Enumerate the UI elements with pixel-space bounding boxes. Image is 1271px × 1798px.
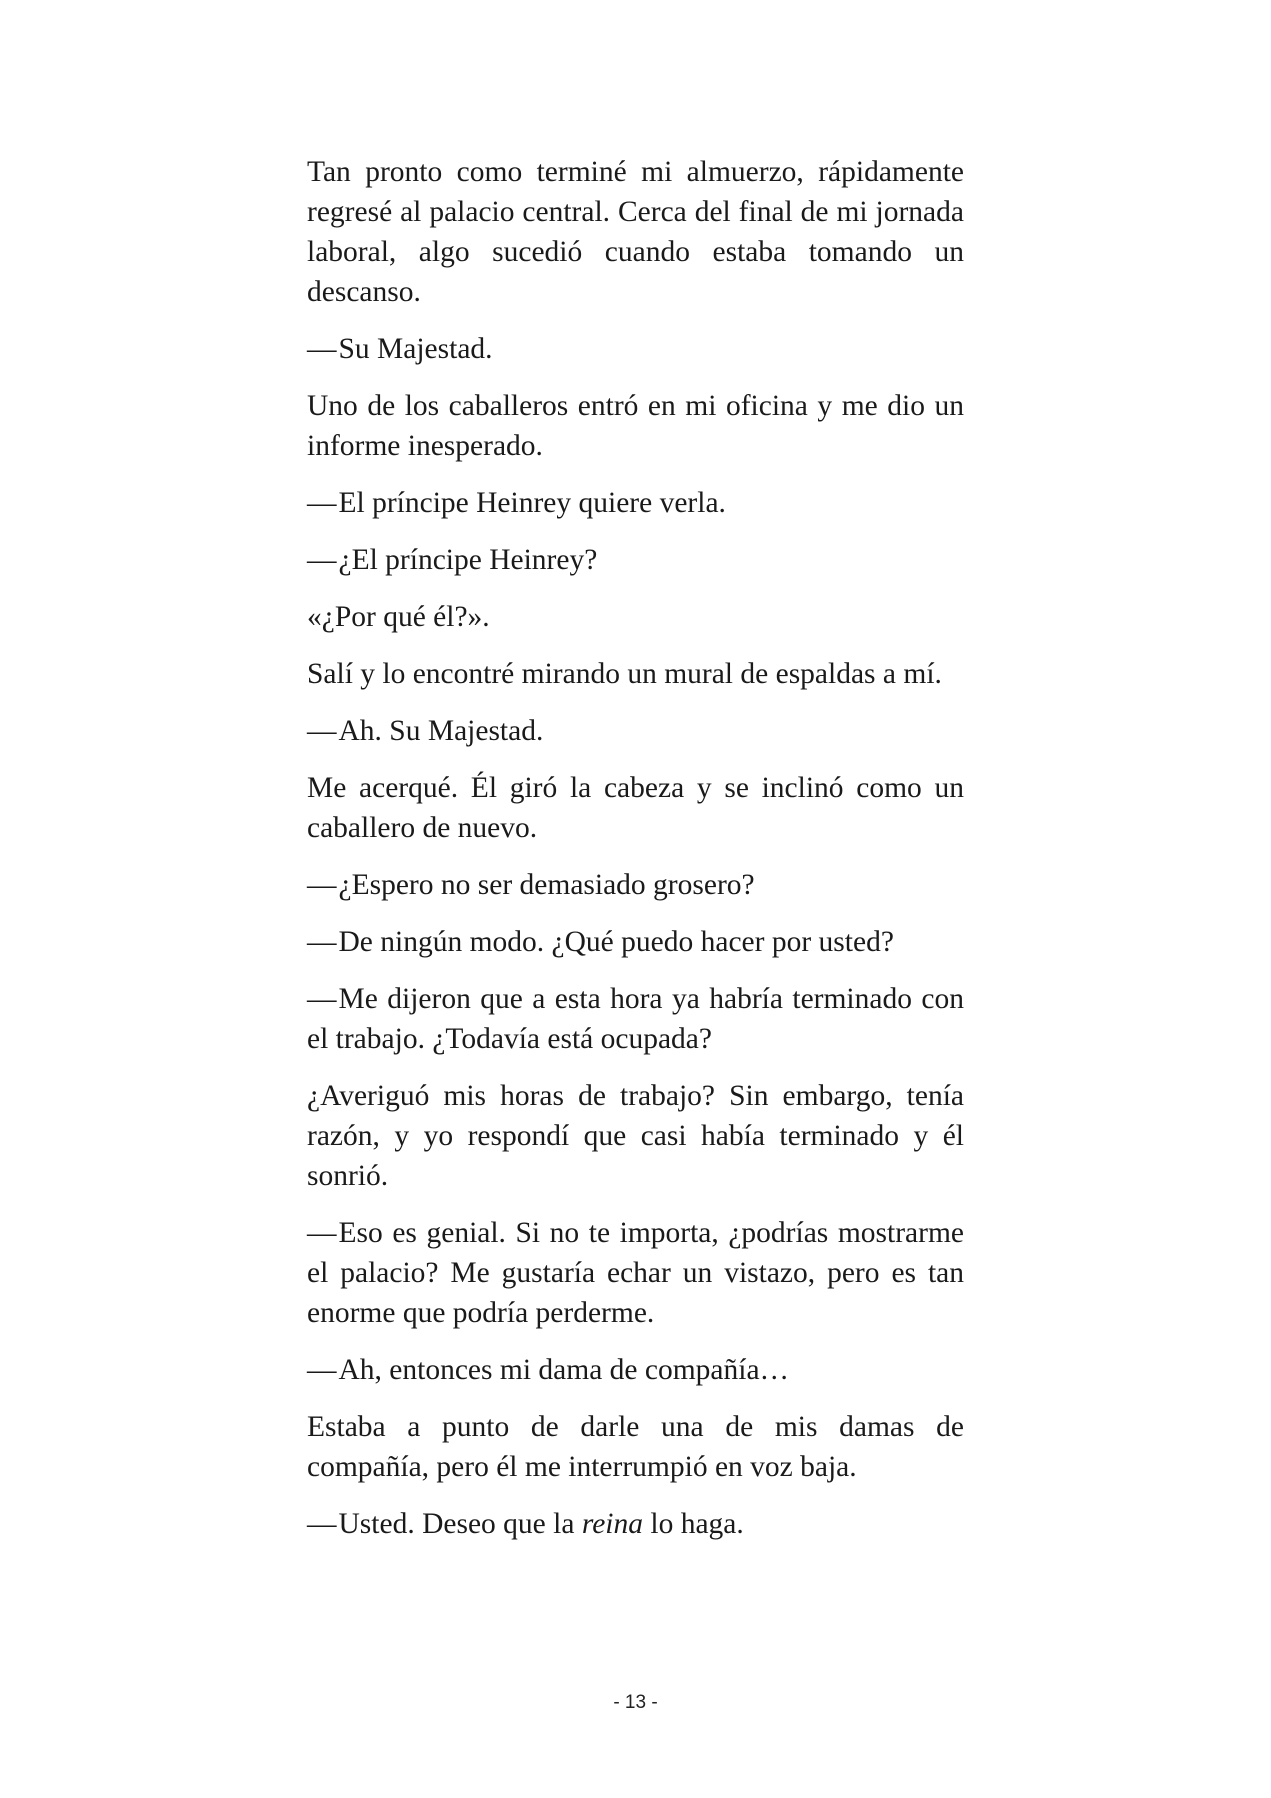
dialog-dash: — (307, 333, 337, 365)
page-body (307, 152, 964, 1561)
emphasis-word: reina (581, 1508, 643, 1540)
dialog-line-8: —Eso es genial. Si no te importa, ¿podrías mostrarme el palacio? Me gustaría echar un vistazo, pero es tan enorme que podría perderme. (307, 1213, 964, 1333)
dialog-dash: — (307, 544, 337, 576)
dialog-line-7: —Me dijeron que a esta hora ya habría terminado con el trabajo. ¿Todavía está ocupada? (307, 979, 964, 1059)
dialog-dash: — (307, 715, 337, 747)
paragraph-1: Tan pronto como terminé mi almuerzo, rápidamente regresé al palacio central. Cerca del final de mi jornada laboral, algo sucedió cuando estaba tomando un descanso. (307, 156, 964, 308)
dialog-line-3: —¿El príncipe Heinrey? (307, 540, 964, 580)
dialog-line-4: —Ah. Su Majestad. (307, 711, 964, 751)
paragraph-6: Estaba a punto de darle una de mis damas de compañía, pero él me interrumpió en voz baja. (307, 1411, 964, 1483)
dialog-line-final: —Usted. Deseo que la reina lo haga. (307, 1504, 964, 1544)
paragraph-5: ¿Averiguó mis horas de trabajo? Sin embargo, tenía razón, y yo respondí que casi había terminado y él sonrió. (307, 1080, 964, 1192)
thought-line: «¿Por qué él?». (307, 601, 490, 633)
dialog-dash: — (307, 1508, 337, 1540)
paragraph-3: Salí y lo encontré mirando un mural de espaldas a mí. (307, 658, 942, 690)
dialog-line-6: —De ningún modo. ¿Qué puedo hacer por usted? (307, 922, 964, 962)
dialog-line-1: —Su Majestad. (307, 329, 964, 369)
paragraph-2: Uno de los caballeros entró en mi oficina y me dio un informe inesperado. (307, 390, 964, 462)
dialog-line-9: —Ah, entonces mi dama de compañía… (307, 1350, 964, 1390)
dialog-dash: — (307, 869, 337, 901)
page-number: - 13 - (613, 1692, 658, 1713)
dialog-dash: — (307, 1217, 337, 1249)
paragraph-4: Me acerqué. Él giró la cabeza y se inclinó como un caballero de nuevo. (307, 772, 964, 844)
dialog-dash: — (307, 983, 337, 1015)
dialog-line-5: —¿Espero no ser demasiado grosero? (307, 865, 964, 905)
dialog-dash: — (307, 487, 337, 519)
dialog-dash: — (307, 1354, 337, 1386)
dialog-dash: — (307, 926, 337, 958)
dialog-line-2: —El príncipe Heinrey quiere verla. (307, 483, 964, 523)
